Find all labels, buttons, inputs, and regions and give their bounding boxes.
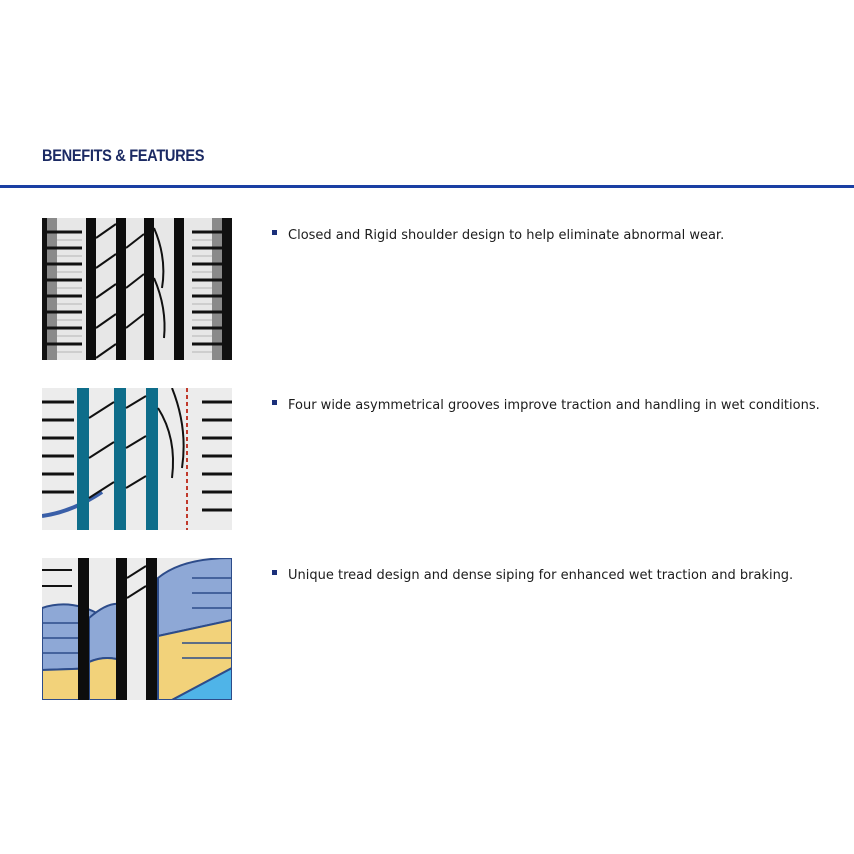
bullet-icon — [272, 570, 277, 575]
feature-text: Four wide asymmetrical grooves improve traction and handling in wet conditions. — [288, 398, 820, 413]
header-divider — [0, 185, 854, 188]
tread-pattern-image — [42, 388, 232, 530]
feature-item — [272, 564, 793, 583]
tread-pattern-image — [42, 218, 232, 360]
tread-pattern-image — [42, 558, 232, 700]
feature-text: Closed and Rigid shoulder design to help eliminate abnormal wear. — [288, 228, 725, 243]
section-title: BENEFITS & FEATURES — [42, 146, 205, 165]
feature-item — [272, 394, 820, 413]
feature-row-shoulder — [0, 218, 854, 360]
feature-item — [272, 224, 724, 243]
feature-text: Unique tread design and dense siping for enhanced wet traction and braking. — [288, 568, 794, 583]
bullet-icon — [272, 400, 277, 405]
feature-row-siping — [0, 558, 854, 700]
feature-row-grooves — [0, 388, 854, 530]
bullet-icon — [272, 230, 277, 235]
